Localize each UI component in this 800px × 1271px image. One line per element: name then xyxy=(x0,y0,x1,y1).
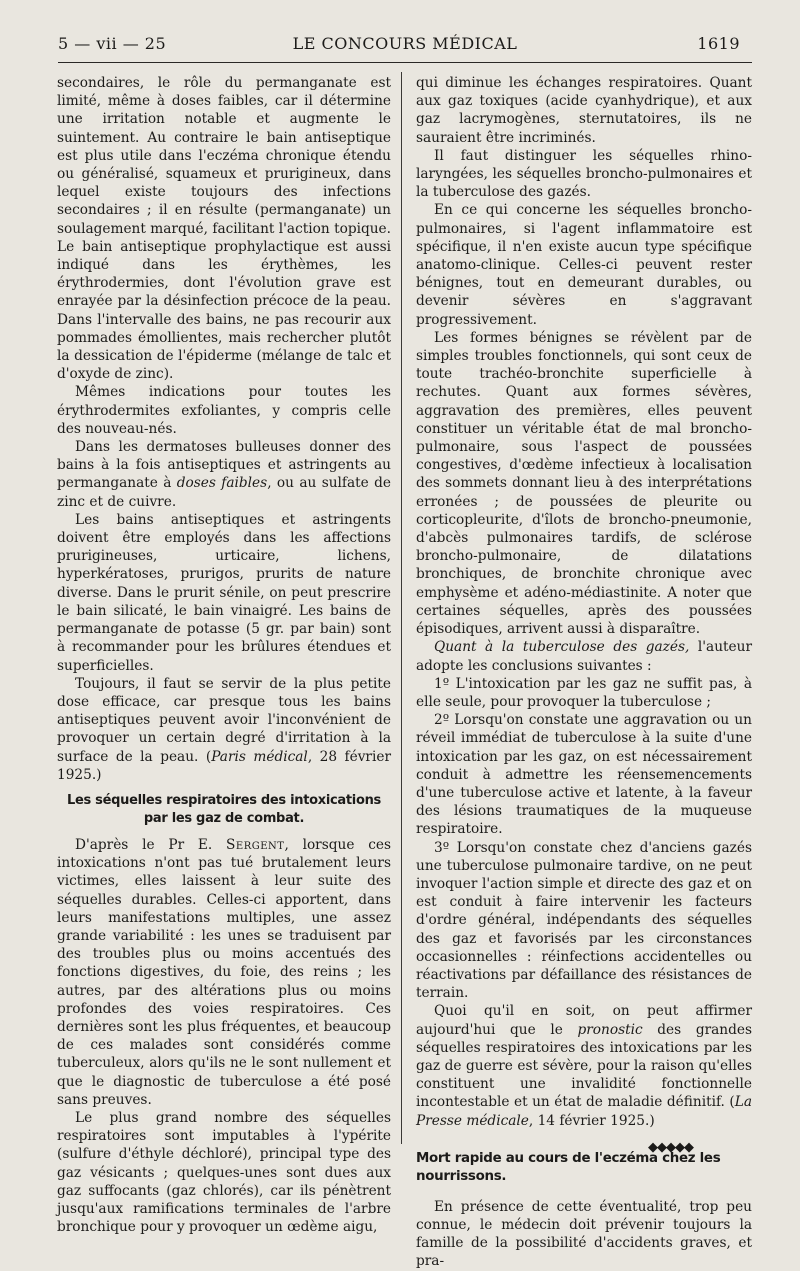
paragraph: Les bains antiseptiques et astringents doivent être employés dans les affections prurigineuses, urticaire, lichens, hyperkératoses, prurigos, prurits de nature diverse. Dans le prurit sénile, on peut prescrire le bain silicaté, le bain vinaigré. Les bains de permanganate de potasse (5 gr. par bain) sont à recommander pour les brûlures étendues et superficielles. xyxy=(57,511,391,674)
paragraph: qui diminue les échanges respiratoires. Quant aux gaz toxiques (acide cyanhydrique), et aux gaz lacrymogènes, sternutatoires, ils ne sauraient être incriminés. xyxy=(416,75,752,146)
paragraph: En ce qui concerne les séquelles broncho-pulmonaires, si l'agent inflammatoire est spécifique, il n'en existe aucun type spécifique anatomo-clinique. Celles-ci peuvent rester bénignes, tout en demeurant durables, ou devenir sévères en s'aggravant progressivement. xyxy=(416,202,752,328)
section-heading: Les séquelles respiratoires des intoxications par les gaz de combat. xyxy=(67,792,381,826)
paragraph: En présence de cette éventualité, trop peu connue, le médecin doit prévenir toujours la famille de la possibilité d'accidents graves, et pra- xyxy=(416,1198,752,1270)
paragraph: Le plus grand nombre des séquelles respiratoires sont imputables à l'ypérite (sulfure d'éthyle déchloré), principal type des gaz vésicants ; quelques-unes sont dues aux gaz suffocants (gaz chlorés), car ils pénètrent jusqu'aux ramifications terminales de l'arbre bronchique pour y provoquer un œdème aigu, xyxy=(57,1109,391,1236)
column-divider xyxy=(401,72,402,1144)
paragraph: Dans les dermatoses bulleuses donner des bains à la fois antiseptiques et astringents au permanganate à doses faibles, ou au sulfate de zinc et de cuivre. xyxy=(57,439,391,510)
conclusion-3: 3º Lorsqu'on constate chez d'anciens gazés une tuberculose pulmonaire tardive, on ne peut invoquer l'action simple et directe des gaz et on est conduit à faire intervenir les facteurs d'ordre général, indépendants des séquelles des gaz et favorisés par les circonstances occasionnelles : réinfections accidentelles ou réactivations par défaillance des résistances de terrain. xyxy=(416,839,752,1002)
paragraph: Il faut distinguer les séquelles rhino-laryngées, les séquelles broncho-pulmonaires et la tuberculose des gazés. xyxy=(416,147,752,201)
paragraph: Toujours, il faut se servir de la plus petite dose efficace, car presque tous les bains antiseptiques peuvent avoir l'inconvénient de provoquer un certain degré d'irritation à la surface de la peau. (Paris médical, 28 février 1925.) xyxy=(57,675,391,783)
left-column xyxy=(57,74,391,1236)
conclusion-1: 1º L'intoxication par les gaz ne suffit pas, à elle seule, pour provoquer la tuberculose ; xyxy=(416,675,752,710)
header-rule xyxy=(58,62,752,63)
section-heading: Mort rapide au cours de l'eczéma chez les nourrissons. xyxy=(416,1150,721,1184)
paragraph: D'après le Pr E. Sergent, lorsque ces intoxications n'ont pas tué brutalement leurs victimes, elles laissent à leur suite des séquelles durables. Celles-ci apportent, dans leurs manifestations multiples, une assez grande variabilité : les unes se traduisent par des troubles plus ou moins accentués des fonctions digestives, du foie, des reins ; les autres, par des altérations plus ou moins profondes des voies respiratoires. Ces dernières sont les plus fréquentes, et beaucoup de ces malades sont considérés comme tuberculeux, alors qu'ils ne le sont nullement et que le diagnostic de tuberculose a été posé sans preuves. xyxy=(57,836,391,1108)
page-header xyxy=(58,30,752,66)
paragraph: Quoi qu'il en soit, on peut affirmer aujourd'hui que le pronostic des grandes séquelles respiratoires des intoxications par les gaz de guerre est sévère, pour la raison qu'elles constituent une invalidité fonctionnelle incontestable et un état de maladie définitif. (La Presse médicale, 14 février 1925.) xyxy=(416,1003,752,1129)
ornament-glyphs: ◆◆◆◆◆ xyxy=(648,1140,693,1155)
paragraph: secondaires, le rôle du permanganate est limité, même à doses faibles, car il détermine une irritation notable et augmente le suintement. Au contraire le bain antiseptique est plus utile dans l'eczéma chronique étendu ou généralisé, squameux et prurigineux, dans lequel existe toujours des infections secondaires ; il en résulte (permanganate) un soulagement marqué, facilitant l'action topique. Le bain antiseptique prophylactique est aussi indiqué dans les érythèmes, les érythrodermies, dont l'évolution grave est enrayée par la désinfection précoce de la peau. Dans l'intervalle des bains, ne pas recourir aux pommades émollientes, mais rechercher plutôt la dessication de l'épiderme (mélange de talc et d'oxyde de zinc). xyxy=(57,75,391,383)
page-number: 1619 xyxy=(697,34,740,53)
journal-title: LE CONCOURS MÉDICAL xyxy=(292,34,518,53)
issue-date: 5 — vii — 25 xyxy=(58,34,167,53)
paragraph: Quant à la tuberculose des gazés, l'auteur adopte les conclusions suivantes : xyxy=(416,639,752,674)
right-column xyxy=(416,74,752,1271)
paragraph: Mêmes indications pour toutes les érythrodermites exfoliantes, y compris celle des nouveau-nés. xyxy=(57,384,391,437)
paragraph: Les formes bénignes se révèlent par de simples troubles fonctionnels, qui sont ceux de toute trachéo-bronchite superficielle à rechutes. Quant aux formes sévères, aggravation des premières, elles peuvent constituer un véritable état de mal broncho-pulmonaire, sous l'aspect de poussées congestives, d'œdème infectieux à localisation des sommets donnant lieu à des interprétations erronées ; de poussées de pleurite ou corticopleurite, d'îlots de broncho-pneumonie, d'abcès pulmonaires tardifs, de sclérose broncho-pulmonaire, de dilatations bronchiques, de bronchite chronique avec emphysème et adéno-médiastinite. A noter que certaines séquelles, après des poussées épisodiques, arrivent aussi à disparaître. xyxy=(416,329,752,638)
conclusion-2: 2º Lorsqu'on constate une aggravation ou un réveil immédiat de tuberculose à la suite d'une intoxication par les gaz, on est nécessairement conduit à admettre les réensemencements d'une tuberculose active et latente, à la faveur des lésions traumatiques de la muqueuse respiratoire. xyxy=(416,712,752,838)
